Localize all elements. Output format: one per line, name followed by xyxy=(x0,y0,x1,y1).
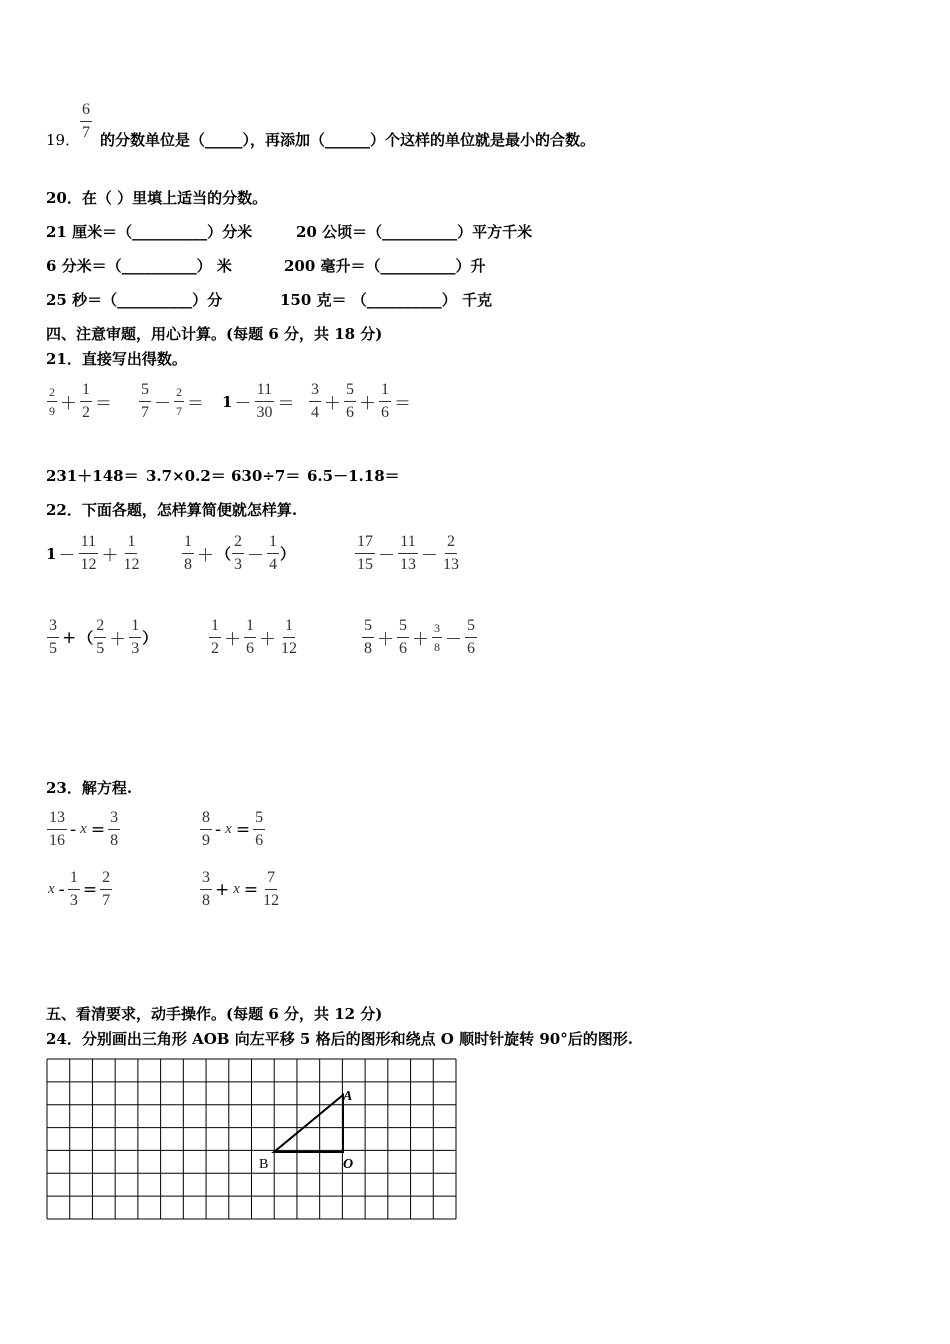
q22-title: 22．下面各题，怎样算简便就怎样算. xyxy=(46,501,298,519)
q22-expr-1: 1 － $\frac{11}{12}$ ＋ $\frac{1}{12}$ xyxy=(46,533,140,573)
q21-expr-4: $\frac{3}{4}$ ＋ $\frac{5}{6}$ ＋ $\frac{1}{6}$ ＝ xyxy=(311,381,411,421)
section5-heading: 五、看清要求，动手操作。(每题 6 分，共 12 分) xyxy=(46,1005,383,1023)
q20-title: 20．在（ ）里填上适当的分数。 xyxy=(46,189,268,207)
q22-expr-5: $\frac{1}{2}$ ＋ $\frac{1}{6}$ ＋ $\frac{1}{12}$ xyxy=(211,617,297,657)
q21-calc-3: 630÷7＝ xyxy=(231,467,301,485)
q21-expr-1: $\frac{2}{9}$ ＋ $\frac{1}{2}$ ＝ xyxy=(49,381,112,421)
q22-expr-3: $\frac{17}{15}$ － $\frac{11}{13}$ － $\frac{2}{13}$ xyxy=(357,533,459,573)
q23-eq-2: $\frac{8}{9}$ - x = $\frac{5}{6}$ xyxy=(202,809,264,849)
label-o: O xyxy=(343,1157,354,1172)
q19-text: 的分数单位是（_____），再添加（______）个这样的单位就是最小的合数。 xyxy=(100,131,596,149)
q22-expr-2: $\frac{1}{8}$ ＋ （ $\frac{2}{3}$ － $\frac{1}{4}$ ） xyxy=(184,533,296,573)
q22-expr-6: $\frac{5}{8}$ ＋ $\frac{5}{6}$ ＋ $\frac{3}{8}$ － $\frac{5}{6}$ xyxy=(364,617,475,657)
q21-calc-1: 231＋148＝ xyxy=(46,467,139,485)
q20-row3-b: 150 克＝ （__________） 千克 xyxy=(280,291,492,309)
q23-eq-4: $\frac{3}{8}$ + x = $\frac{7}{12}$ xyxy=(202,869,280,909)
q20-row2-a: 6 分米＝（__________） 米 xyxy=(46,257,232,275)
label-b: B xyxy=(259,1157,269,1172)
triangle-aob xyxy=(274,1095,343,1152)
q23-eq-3: x - $\frac{1}{3}$ = $\frac{2}{7}$ xyxy=(48,869,111,909)
q20-row3-a: 25 秒＝（__________）分 xyxy=(46,291,223,309)
q21-calc-2: 3.7×0.2＝ xyxy=(146,467,226,485)
q19-fraction xyxy=(79,102,93,141)
q19-frac-num: 6 xyxy=(80,102,92,122)
q19-number: 19． xyxy=(46,131,81,149)
section4-heading: 四、注意审题，用心计算。(每题 6 分，共 18 分) xyxy=(46,325,383,343)
q21-expr-2: $\frac{5}{7}$ － $\frac{2}{7}$ ＝ xyxy=(141,381,204,421)
q20-row1-a: 21 厘米＝（__________）分米 xyxy=(46,223,253,241)
q22-expr-4: $\frac{3}{5}$ + （ $\frac{2}{5}$ ＋ $\frac{1}{3}$ ） xyxy=(49,617,158,657)
q19-frac-den: 7 xyxy=(82,124,90,141)
q23-eq-1: $\frac{13}{16}$ - x = $\frac{3}{8}$ xyxy=(49,809,119,849)
q21-calc-4: 6.5－1.18＝ xyxy=(307,467,400,485)
label-a: A xyxy=(343,1089,353,1104)
q20-row1-b: 20 公顷＝（__________）平方千米 xyxy=(296,223,533,241)
q23-title: 23．解方程. xyxy=(46,779,133,797)
q21-expr-3: 1 － $\frac{11}{30}$ ＝ xyxy=(222,381,295,421)
q21-title: 21．直接写出得数。 xyxy=(46,350,187,368)
q24-text: 24．分别画出三角形 AOB 向左平移 5 格后的图形和绕点 O 顺时针旋转 90°后的图形. xyxy=(46,1030,633,1048)
q24-grid xyxy=(46,1058,458,1222)
q20-row2-b: 200 毫升＝（__________）升 xyxy=(284,257,486,275)
